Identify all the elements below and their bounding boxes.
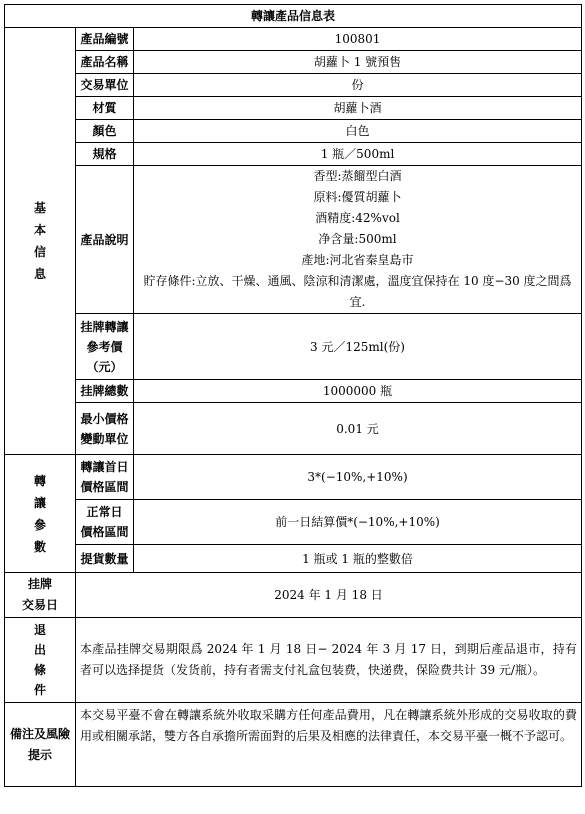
label-product-code: 產品編號 [76, 28, 134, 51]
value-remarks: 本交易平臺不會在轉讓系統外收取采購方任何產品費用，凡在轉讓系統外形成的交易收取的費用或相關承諾，雙方各自承擔所需面對的后果及相應的法律責任，本交易平臺一概不予認可。 [76, 703, 582, 787]
label-first-day-range: 轉讓首日 價格區間 [76, 455, 134, 500]
label-description: 產品說明 [76, 166, 134, 314]
label-trade-unit: 交易單位 [76, 74, 134, 97]
value-trade-unit: 份 [134, 74, 582, 97]
label-min-tick: 最小價格 變動單位 [76, 403, 134, 455]
label-product-name: 產品名稱 [76, 51, 134, 74]
label-total: 挂牌總數 [76, 380, 134, 403]
value-description: 香型:蒸餾型白酒 原料:優質胡蘿卜 酒精度:42%vol 净含量:500ml 產地:河北省秦皇島市 貯存條件:立放、干燥、通風、陰涼和清潔處，溫度宜保持在 10 度−30 度之間爲宜. [134, 166, 582, 314]
value-first-day-range: 3*(−10%,+10%) [134, 455, 582, 500]
product-info-table [4, 4, 582, 787]
value-product-name: 胡蘿卜 1 號預售 [134, 51, 582, 74]
value-normal-day-range: 前一日結算價*(−10%,+10%) [134, 500, 582, 545]
label-material: 材質 [76, 97, 134, 120]
value-min-tick: 0.01 元 [134, 403, 582, 455]
group-basic-info: 基 本 信 息 [5, 28, 76, 455]
label-color: 顏色 [76, 120, 134, 143]
value-delivery-qty: 1 瓶或 1 瓶的整數倍 [134, 545, 582, 573]
value-spec: 1 瓶／500ml [134, 143, 582, 166]
label-listing-date: 挂牌 交易日 [5, 573, 76, 618]
group-transfer-params: 轉 讓 參 數 [5, 455, 76, 573]
table-title: 轉讓產品信息表 [5, 5, 582, 28]
label-delisting: 退 出 條 件 [5, 618, 76, 703]
value-product-code: 100801 [134, 28, 582, 51]
value-total: 1000000 瓶 [134, 380, 582, 403]
label-normal-day-range: 正常日 價格區間 [76, 500, 134, 545]
value-listing-date: 2024 年 1 月 18 日 [76, 573, 582, 618]
label-remarks: 備注及風險 提示 [5, 703, 76, 787]
label-reference-price: 挂牌轉讓 參考價 （元） [76, 314, 134, 380]
label-delivery-qty: 提貨數量 [76, 545, 134, 573]
value-reference-price: 3 元／125ml(份) [134, 314, 582, 380]
value-delisting: 本產品挂牌交易期限爲 2024 年 1 月 18 日− 2024 年 3 月 17 日，到期后產品退市，持有者可以选择提货（发货前，持有者需支付礼盒包装费，快递费，保险费共计 39 元/瓶）。 [76, 618, 582, 703]
value-color: 白色 [134, 120, 582, 143]
label-spec: 規格 [76, 143, 134, 166]
value-material: 胡蘿卜酒 [134, 97, 582, 120]
